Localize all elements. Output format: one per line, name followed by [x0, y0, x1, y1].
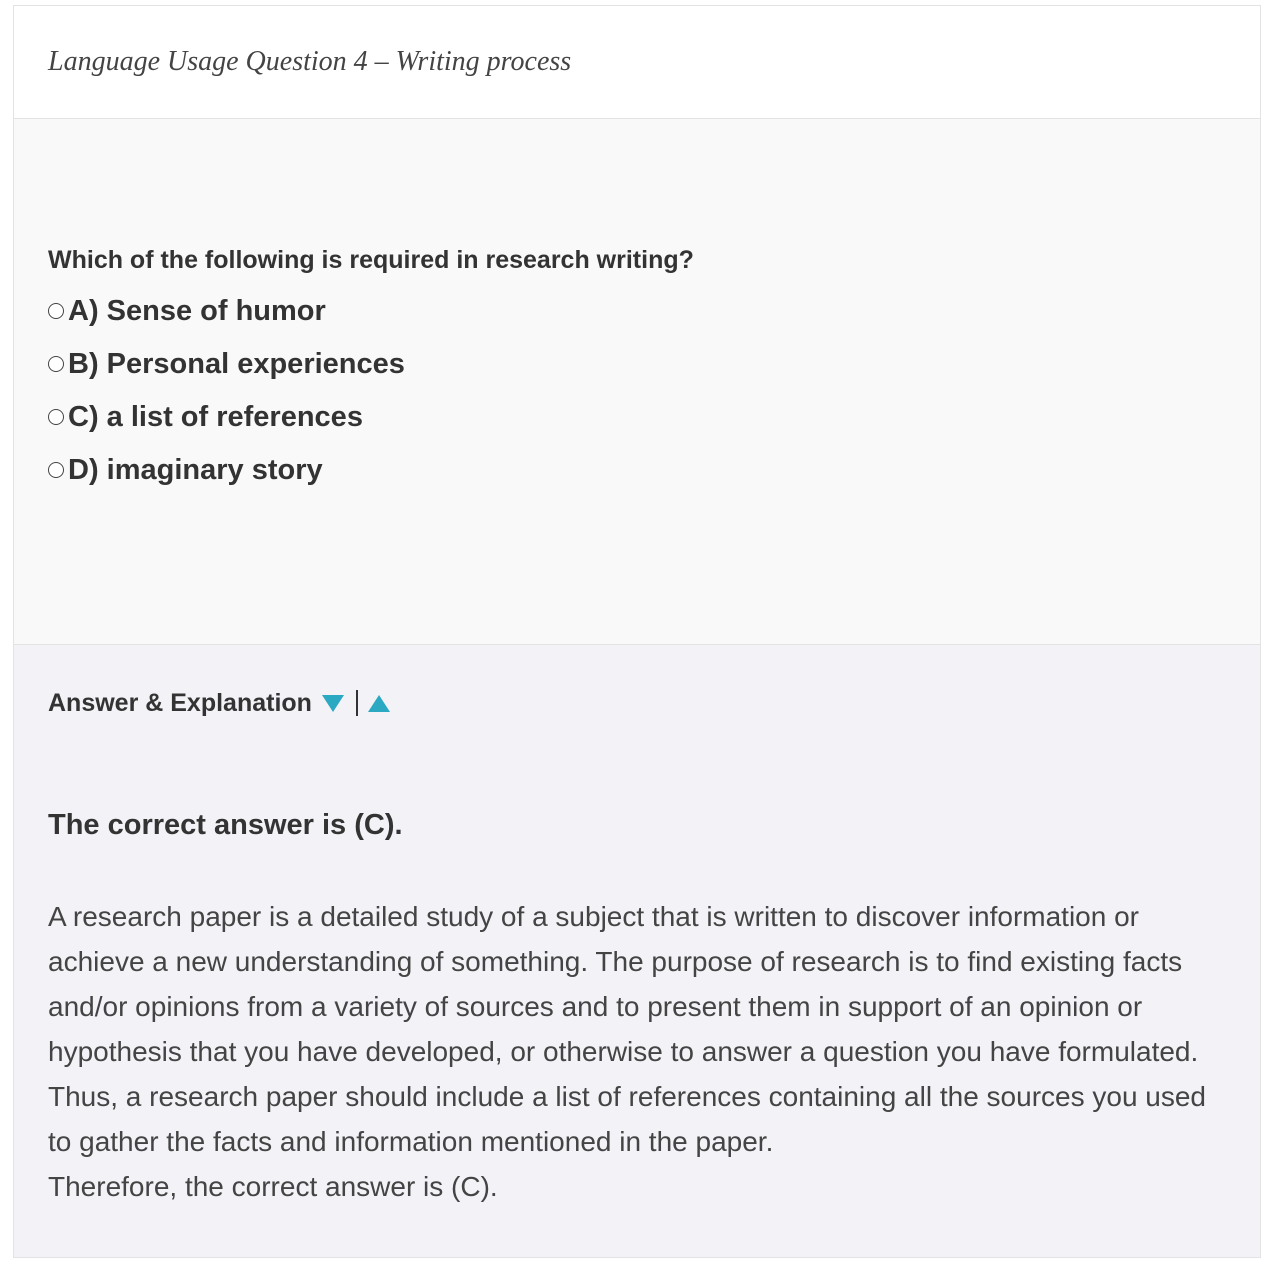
answer-section [14, 645, 1260, 1257]
option-d-label[interactable]: D) imaginary story [68, 454, 323, 486]
radio-option-c[interactable] [48, 409, 64, 425]
option-b-label[interactable]: B) Personal experiences [68, 348, 405, 380]
option-c-label[interactable]: C) a list of references [68, 401, 363, 433]
option-b[interactable] [48, 346, 1260, 382]
radio-option-d[interactable] [48, 462, 64, 478]
radio-option-b[interactable] [48, 356, 64, 372]
question-section [14, 119, 1260, 645]
question-title: Language Usage Question 4 – Writing process [48, 46, 572, 77]
answer-toggle-label: Answer & Explanation [48, 688, 312, 717]
option-a-label[interactable]: A) Sense of humor [68, 295, 326, 327]
option-c[interactable] [48, 399, 1260, 435]
card-header [14, 6, 1260, 119]
option-d[interactable] [48, 452, 1260, 488]
explanation-conclusion: Therefore, the correct answer is (C). [48, 1171, 498, 1202]
option-a[interactable] [48, 293, 1260, 329]
question-card [13, 5, 1261, 1258]
answer-toggle [48, 685, 1220, 721]
explanation-text: A research paper is a detailed study of a subject that is written to discover information or achieve a new understanding of something. The purpose of research is to find existing facts and/or opinions from a variety of sources and to present them in support of an opinion or hypothesis that you have developed, or otherwise to answer a question you have formulated. Thus, a research paper should include a list of references containing all the sources you used to gather the facts and information mentioned in the paper. [48, 901, 1207, 1157]
question-text: Which of the following is required in research writing? [48, 246, 694, 274]
correct-answer: The correct answer is (C). [48, 809, 403, 841]
expand-arrow-down-icon[interactable] [322, 695, 344, 712]
radio-option-a[interactable] [48, 303, 64, 319]
explanation [48, 894, 1223, 1209]
collapse-arrow-up-icon[interactable] [368, 695, 390, 712]
toggle-separator [356, 690, 358, 716]
